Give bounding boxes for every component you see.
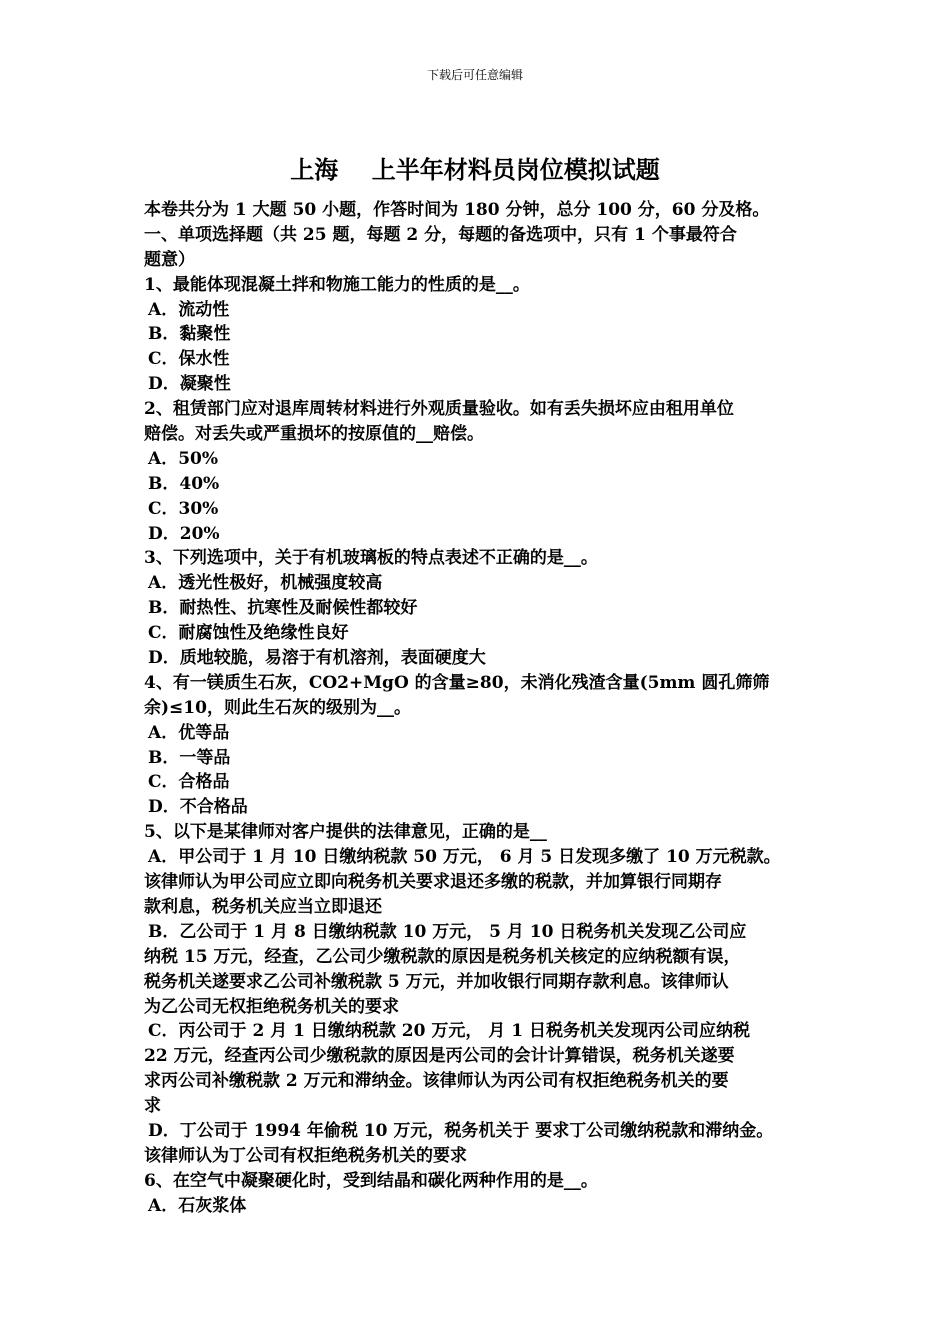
option-d: D．质地较脆，易溶于有机溶剂，表面硬度大: [148, 648, 486, 669]
option-c-cont: 22 万元，经查丙公司少缴税款的原因是丙公司的会计计算错误，税务机关遂要: [144, 1046, 735, 1067]
question-2: [144, 397, 812, 546]
option-c-cont: 求丙公司补缴税款 2 万元和滞纳金。该律师认为丙公司有权拒绝税务机关的要: [144, 1071, 729, 1092]
option-a: A．50%: [148, 448, 219, 469]
option-b: B．黏聚性: [148, 324, 231, 345]
question-6: [144, 1169, 812, 1219]
option-c: C．保水性: [148, 349, 230, 370]
question-1: [144, 273, 812, 397]
option-a-cont: 该律师认为甲公司应立即向税务机关要求退还多缴的税款，并加算银行同期存: [144, 872, 722, 893]
option-c: C．耐腐蚀性及绝缘性良好: [148, 623, 349, 644]
option-b-cont: 为乙公司无权拒绝税务机关的要求: [144, 996, 399, 1017]
option-b: B．乙公司于 1 月 8 日缴纳税款 10 万元， 5 月 10 日税务机关发现乙公司应: [148, 921, 747, 942]
question-stem: 1、最能体现混凝土拌和物施工能力的性质的是__。: [144, 274, 530, 295]
document-body: [144, 198, 812, 1219]
option-b-cont: 纳税 15 万元，经查，乙公司少缴税款的原因是税务机关核定的应纳税额有误，: [144, 946, 741, 967]
document-title: 上海 上半年材料员岗位模拟试题: [290, 155, 660, 184]
option-a: A．透光性极好，机械强度较高: [148, 573, 383, 594]
question-5: [144, 820, 812, 1168]
option-a: A．甲公司于 1 月 10 日缴纳税款 50 万元， 6 月 5 日发现多缴了 10 万元税款。: [148, 847, 781, 868]
option-c-cont: 求: [144, 1096, 161, 1117]
question-stem: 2、租赁部门应对退库周转材料进行外观质量验收。如有丢失损坏应由租用单位: [144, 399, 734, 420]
option-a: A．优等品: [148, 722, 230, 743]
option-d: D．凝聚性: [148, 374, 231, 395]
option-b: B．40%: [148, 473, 220, 494]
intro-text: 本卷共分为 1 大题 50 小题，作答时间为 180 分钟，总分 100 分，60 分及格。: [144, 200, 770, 220]
option-a-cont: 款利息，税务机关应当立即退还: [144, 896, 382, 917]
question-4: [144, 671, 812, 820]
option-d: D．丁公司于 1994 年偷税 10 万元，税务机关于 要求丁公司缴纳税款和滞纳金。: [148, 1120, 774, 1141]
option-c: C．合格品: [148, 772, 230, 793]
question-stem: 5、以下是某律师对客户提供的法律意见，正确的是__: [144, 822, 547, 843]
option-d-cont: 该律师认为丁公司有权拒绝税务机关的要求: [144, 1145, 467, 1166]
section-heading-line-1: 一、单项选择题（共 25 题，每题 2 分，每题的备选项中，只有 1 个事最符合: [144, 224, 737, 245]
option-a: A．流动性: [148, 299, 230, 320]
page-header-note: 下载后可任意编辑: [426, 68, 523, 82]
option-b: B．耐热性、抗寒性及耐候性都较好: [148, 598, 418, 619]
option-c: C．30%: [148, 498, 219, 519]
question-3: [144, 546, 812, 670]
question-stem-cont: 赔偿。对丢失或严重损坏的按原值的__赔偿。: [144, 424, 484, 445]
option-b: B．一等品: [148, 747, 231, 768]
question-stem: 6、在空气中凝聚硬化时，受到结晶和碳化两种作用的是__。: [144, 1170, 598, 1191]
question-stem: 3、下列选项中，关于有机玻璃板的特点表述不正确的是__。: [144, 548, 598, 569]
question-stem: 4、有一镁质生石灰，CO2+MgO 的含量≥80，未消化残渣含量(5mm 圆孔筛筛: [144, 672, 770, 693]
option-c: C．丙公司于 2 月 1 日缴纳税款 20 万元， 月 1 日税务机关发现丙公司应纳税: [148, 1021, 750, 1042]
question-stem-cont: 余)≤10，则此生石灰的级别为__。: [144, 697, 411, 718]
option-a: A．石灰浆体: [148, 1195, 247, 1216]
option-b-cont: 税务机关遂要求乙公司补缴税款 5 万元，并加收银行同期存款利息。该律师认: [144, 971, 729, 992]
option-d: D．20%: [148, 523, 220, 544]
section-heading-line-2: 题意）: [144, 249, 195, 270]
option-d: D．不合格品: [148, 797, 248, 818]
